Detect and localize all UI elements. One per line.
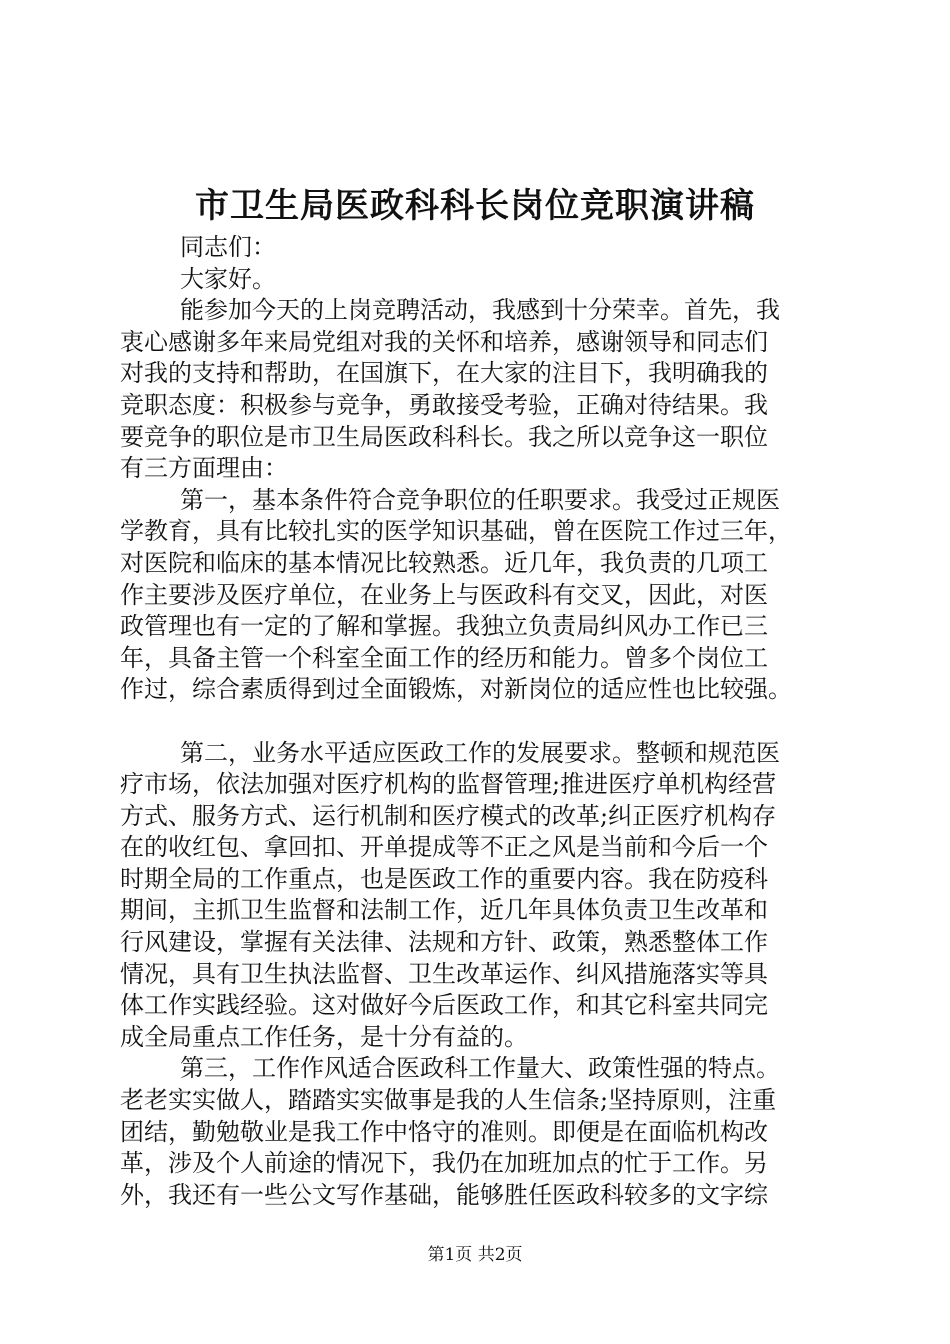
- body-line: 要竞争的职位是市卫生局医政科科长。我之所以竞争这一职位: [120, 422, 768, 451]
- body-line: 第二，业务水平适应医政工作的发展要求。整顿和规范医: [180, 738, 780, 767]
- body-line: 第一，基本条件符合竞争职位的任职要求。我受过正规医: [180, 485, 780, 514]
- body-line: 能参加今天的上岗竞聘活动，我感到十分荣幸。首先，我: [180, 296, 780, 325]
- body-line: 政管理也有一定的了解和掌握。我独立负责局纠风办工作已三: [120, 612, 768, 641]
- body-line: 老老实实做人，踏踏实实做事是我的人生信条;坚持原则，注重: [120, 1086, 777, 1115]
- body-line: 竞职态度：积极参与竞争，勇敢接受考验，正确对待结果。我: [120, 390, 768, 419]
- paragraph-gap: [120, 706, 840, 738]
- body-line: 疗市场，依法加强对医疗机构的监督管理;推进医疗单机构经营: [120, 770, 777, 799]
- document-body: [120, 232, 840, 1211]
- body-line: 革，涉及个人前途的情况下，我仍在加班加点的忙于工作。另: [120, 1149, 768, 1178]
- body-line: 学教育，具有比较扎实的医学知识基础，曾在医院工作过三年，: [120, 517, 792, 546]
- body-line: 时期全局的工作重点，也是医政工作的重要内容。我在防疫科: [120, 864, 768, 893]
- body-line: 年，具备主管一个科室全面工作的经历和能力。曾多个岗位工: [120, 643, 768, 672]
- body-line: 体工作实践经验。这对做好今后医政工作，和其它科室共同完: [120, 991, 768, 1020]
- body-line: 对医院和临床的基本情况比较熟悉。近几年，我负责的几项工: [120, 548, 768, 577]
- body-line: 方式、服务方式、运行机制和医疗模式的改革;纠正医疗机构存: [120, 801, 777, 830]
- body-line: 作主要涉及医疗单位，在业务上与医政科有交叉，因此，对医: [120, 580, 768, 609]
- body-line: 行风建设，掌握有关法律、法规和方针、政策，熟悉整体工作: [120, 928, 768, 957]
- page-footer: 第1页 共2页: [427, 1245, 523, 1265]
- body-line: 团结，勤勉敬业是我工作中恪守的准则。即便是在面临机构改: [120, 1117, 768, 1146]
- body-line: 作过，综合素质得到过全面锻炼，对新岗位的适应性也比较强。: [120, 675, 792, 704]
- body-line: 第三，工作作风适合医政科工作量大、政策性强的特点。: [180, 1054, 780, 1083]
- document-title: 市卫生局医政科科长岗位竞职演讲稿: [195, 186, 755, 226]
- body-line: 情况，具有卫生执法监督、卫生改革运作、纠风措施落实等具: [120, 959, 768, 988]
- body-line: 成全局重点工作任务，是十分有益的。: [120, 1022, 528, 1051]
- body-line: 期间，主抓卫生监督和法制工作，近几年具体负责卫生改革和: [120, 896, 768, 925]
- body-line: 在的收红包、拿回扣、开单提成等不正之风是当前和今后一个: [120, 833, 768, 862]
- greeting: 大家好。: [180, 264, 276, 293]
- salutation: 同志们：: [180, 233, 276, 261]
- body-line: 衷心感谢多年来局党组对我的关怀和培养，感谢领导和同志们: [120, 327, 768, 356]
- body-line: 外，我还有一些公文写作基础，能够胜任医政科较多的文字综: [120, 1180, 768, 1209]
- body-line: 对我的支持和帮助，在国旗下，在大家的注目下，我明确我的: [120, 359, 768, 388]
- body-line: 有三方面理由：: [120, 454, 288, 483]
